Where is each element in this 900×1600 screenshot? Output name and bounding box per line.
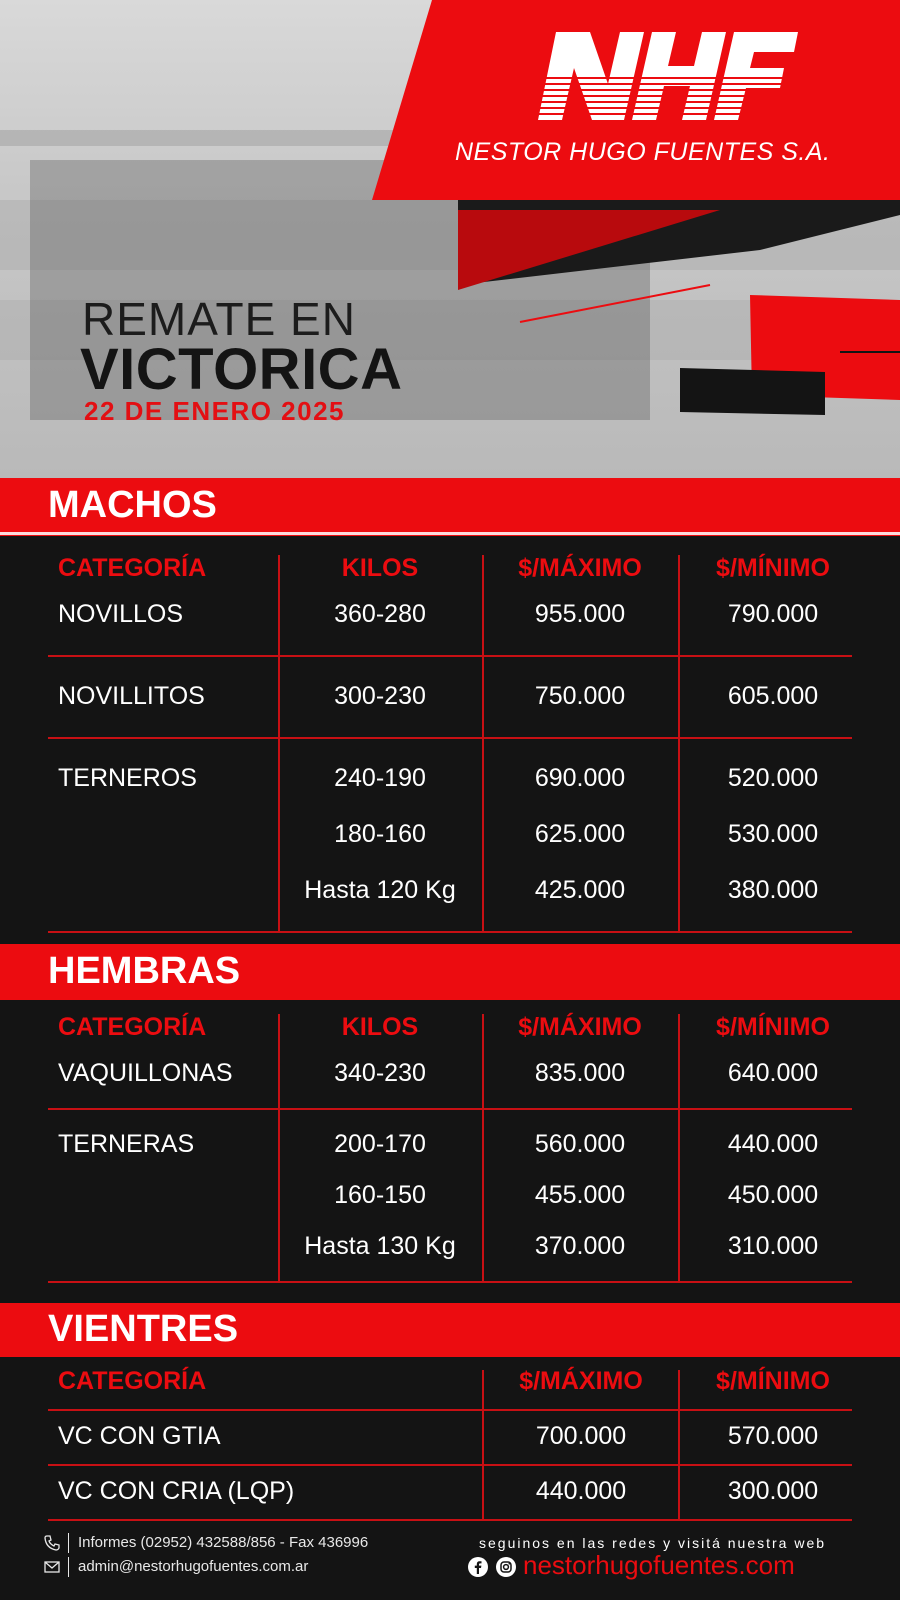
cell-kilos: Hasta 120 Kg	[304, 876, 456, 904]
cell-min: 380.000	[727, 876, 819, 904]
header-minimo: $/MÍNIMO	[716, 554, 830, 582]
cell-category: VC CON CRIA (LQP)	[58, 1477, 295, 1505]
event-title-line2: VICTORICA	[80, 337, 403, 402]
section-hembras	[0, 944, 900, 1000]
row-divider	[48, 655, 852, 657]
cell-max: 750.000	[534, 682, 626, 710]
cell-max: 370.000	[534, 1232, 626, 1260]
cell-max: 690.000	[534, 764, 626, 792]
cell-category: VAQUILLONAS	[58, 1059, 233, 1087]
cell-kilos: 200-170	[334, 1130, 426, 1158]
header-banner	[0, 0, 900, 478]
cell-max: 440.000	[535, 1477, 627, 1505]
section-vientres	[0, 1303, 900, 1357]
cell-max: 425.000	[534, 876, 626, 904]
instagram-icon[interactable]	[496, 1557, 516, 1577]
cell-max: 625.000	[534, 820, 626, 848]
cell-max: 560.000	[534, 1130, 626, 1158]
phone-icon	[44, 1535, 60, 1551]
footer-email[interactable]: admin@nestorhugofuentes.com.ar	[78, 1558, 309, 1575]
row-divider	[48, 1519, 852, 1521]
cell-min: 520.000	[727, 764, 819, 792]
section-title-machos: MACHOS	[48, 484, 217, 526]
row-divider	[48, 1281, 852, 1283]
row-divider	[48, 931, 852, 933]
event-title-line1: REMATE EN	[82, 293, 356, 345]
cell-category: NOVILLOS	[58, 600, 184, 628]
header-kilos: KILOS	[341, 1013, 419, 1041]
cell-category: TERNEROS	[58, 764, 197, 792]
footer-phone: Informes (02952) 432588/856 - Fax 436996	[78, 1534, 369, 1551]
cell-kilos: 300-230	[334, 682, 426, 710]
cell-min: 300.000	[727, 1477, 819, 1505]
cell-kilos: 360-280	[334, 600, 426, 628]
cell-min: 790.000	[727, 600, 819, 628]
cell-kilos: 180-160	[334, 820, 426, 848]
cell-category: NOVILLITOS	[58, 682, 205, 710]
cell-max: 835.000	[534, 1059, 626, 1087]
cell-category: TERNERAS	[58, 1130, 195, 1158]
cell-kilos: 160-150	[334, 1181, 426, 1209]
section-machos	[0, 478, 900, 536]
header-categoria: CATEGORÍA	[58, 554, 207, 582]
cell-max: 455.000	[534, 1181, 626, 1209]
cell-min: 450.000	[727, 1181, 819, 1209]
mail-icon	[44, 1560, 60, 1574]
company-name: NESTOR HUGO FUENTES S.A.	[455, 138, 831, 166]
header-minimo: $/MÍNIMO	[716, 1013, 830, 1041]
cell-min: 440.000	[727, 1130, 819, 1158]
header-categoria: CATEGORÍA	[58, 1367, 207, 1395]
cell-min: 605.000	[727, 682, 819, 710]
divider	[0, 532, 900, 535]
row-divider	[48, 1108, 852, 1110]
cell-kilos: 240-190	[334, 764, 426, 792]
row-divider	[48, 737, 852, 739]
cell-min: 310.000	[727, 1232, 819, 1260]
header-maximo: $/MÁXIMO	[518, 1013, 642, 1041]
header-kilos: KILOS	[341, 554, 419, 582]
row-divider	[48, 1464, 852, 1466]
separator	[68, 1557, 69, 1577]
website-link[interactable]: nestorhugofuentes.com	[523, 1550, 795, 1580]
cell-max: 700.000	[535, 1422, 627, 1450]
social-caption: seguinos en las redes y visitá nuestra web	[479, 1535, 827, 1551]
section-title-hembras: HEMBRAS	[48, 950, 241, 992]
nhf-logo	[528, 32, 798, 122]
cell-min: 640.000	[727, 1059, 819, 1087]
cell-max: 955.000	[534, 600, 626, 628]
header-minimo: $/MÍNIMO	[716, 1367, 830, 1395]
cell-min: 530.000	[727, 820, 819, 848]
row-divider	[48, 1409, 852, 1411]
header-maximo: $/MÁXIMO	[519, 1367, 643, 1395]
cell-kilos: Hasta 130 Kg	[304, 1232, 456, 1260]
cell-category: VC CON GTIA	[58, 1422, 221, 1450]
header-maximo: $/MÁXIMO	[518, 554, 642, 582]
event-date: 22 DE ENERO 2025	[84, 396, 346, 426]
facebook-icon[interactable]	[468, 1557, 488, 1577]
cell-min: 570.000	[727, 1422, 819, 1450]
cell-kilos: 340-230	[334, 1059, 426, 1087]
separator	[68, 1533, 69, 1553]
section-title-vientres: VIENTRES	[48, 1308, 239, 1350]
header-categoria: CATEGORÍA	[58, 1013, 207, 1041]
